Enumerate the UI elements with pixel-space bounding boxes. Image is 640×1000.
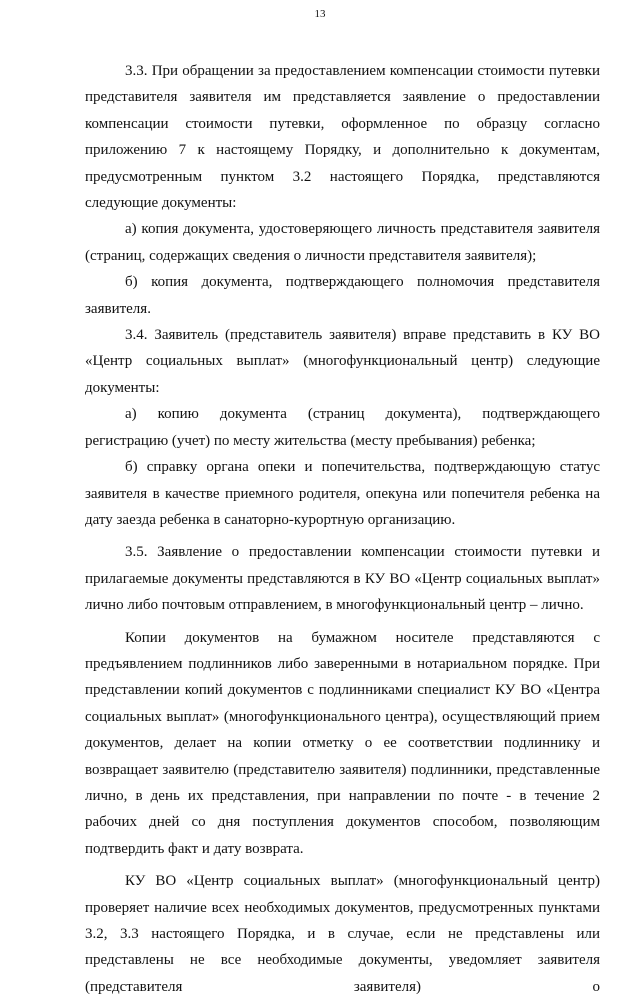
paragraph-3-4-a: а) копию документа (страниц документа), подтверждающего регистрацию (учет) по месту жительства (месту пребывания) ребенка;	[85, 406, 600, 449]
paragraph-3-4-b: б) справку органа опеки и попечительства, подтверждающую статус заявителя в качестве приемного родителя, опекуна или попечителя ребенка на дату заезда ребенка в санаторно-курортную организацию.	[85, 459, 600, 528]
page-number: 13	[314, 8, 326, 20]
paragraph-verification: КУ ВО «Центр социальных выплат» (многофункциональный центр) проверяет наличие всех необходимых документов, предусмотренных пунктами 3.2, 3.3 настоящего Порядка, и в случае, если не представлены или представлены не все необходимые документы, уведомляет заявителя (представителя заявителя) о	[85, 873, 600, 995]
paragraph-3-3: 3.3. При обращении за предоставлением компенсации стоимости путевки представителя заявителя им представляется заявление о предоставлении компенсации стоимости путевки, оформленное по образцу согласно приложению 7 к настоящему Порядку, и дополнительно к документам, предусмотренным пунктом 3.2 настоящего Порядка, представляются следующие документы:	[85, 63, 600, 212]
paragraph-copies: Копии документов на бумажном носителе представляются с предъявлением подлинников либо заверенными в нотариальном порядке. При представлении копий документов с подлинниками специалист КУ ВО «Центра социальных выплат» (многофункционального центра), осуществляющий прием документов, делает на копии отметку о ее соответствии подлиннику и возвращает заявителю (представителю заявителя) подлинники, представленные лично, в день их представления, при направлении по почте - в течение 2 рабочих дней со дня поступления документов способом, позволяющим подтвердить факт и дату возврата.	[85, 629, 600, 857]
paragraph-3-4: 3.4. Заявитель (представитель заявителя) вправе представить в КУ ВО «Центр социальных выплат» (многофункциональный центр) следующие документы:	[85, 327, 600, 396]
document-body	[85, 58, 600, 1000]
paragraph-3-5: 3.5. Заявление о предоставлении компенсации стоимости путевки и прилагаемые документы представляются в КУ ВО «Центр социальных выплат» лично либо почтовым отправлением, в многофункциональный центр – лично.	[85, 544, 600, 614]
paragraph-3-3-b: б) копия документа, подтверждающего полномочия представителя заявителя.	[85, 274, 600, 317]
paragraph-3-3-a: а) копия документа, удостоверяющего личность представителя заявителя (страниц, содержащих сведения о личности представителя заявителя);	[85, 221, 600, 264]
